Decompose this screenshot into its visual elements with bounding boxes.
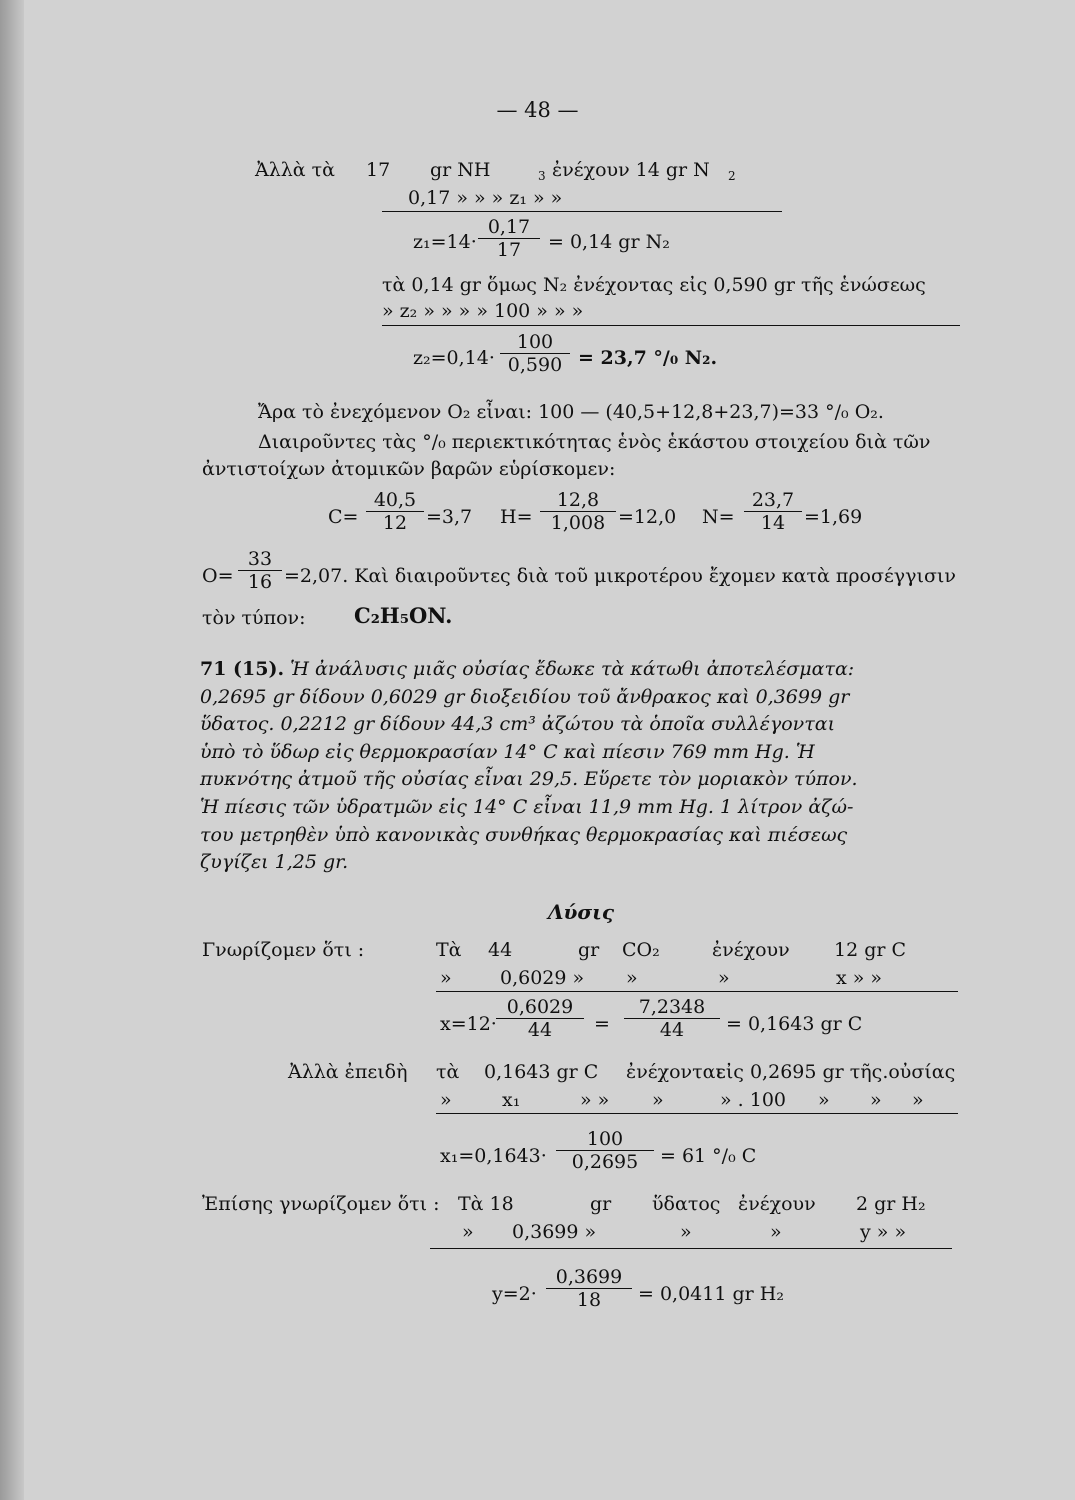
ratio-o-result: =2,07. Καὶ διαιροῦντες διὰ τοῦ μικροτέρου ἔχομεν κατὰ προσέγγισιν bbox=[284, 565, 956, 587]
hydrogen-row1-b: gr bbox=[590, 1193, 612, 1215]
block2-frac-den: 0,590 bbox=[507, 354, 563, 376]
ratio-h-num: 12,8 bbox=[540, 489, 616, 512]
block1-row2: 0,17 » » » z₁ » » bbox=[408, 187, 563, 209]
carbon-pct-row2-f: » bbox=[818, 1089, 830, 1111]
block1-row1-sub2: 2 bbox=[728, 169, 736, 183]
block1-frac-num: 0,17 bbox=[478, 216, 540, 239]
ratio-n-result: =1,69 bbox=[804, 506, 863, 528]
problem-line-1 bbox=[200, 656, 960, 684]
ratio-c-fraction bbox=[366, 489, 424, 534]
solution-title: Λύσις bbox=[548, 900, 614, 924]
problem-line-2: 0,2695 gr δίδουν 0,6029 gr διοξειδίου τοῦ ἄνθρακος καὶ 0,3699 gr bbox=[200, 685, 850, 708]
carbon-pct-fraction bbox=[556, 1128, 654, 1173]
problem-line-4: ὑπὸ τὸ ὕδωρ εἰς θερμοκρασίαν 14° C καὶ πίεσιν 769 mm Hg. Ἡ bbox=[200, 740, 815, 763]
block2-row2: » z₂ » » » » 100 » » » bbox=[382, 300, 584, 322]
hydrogen-row2-b: 0,3699 » bbox=[512, 1221, 597, 1243]
carbon-row1-contains: ἐνέχουν bbox=[712, 939, 790, 961]
problem-71 bbox=[200, 656, 960, 877]
carbon-row1-qty: 44 bbox=[488, 939, 513, 961]
problem-line-8: ζυγίζει 1,25 gr. bbox=[200, 851, 349, 874]
carbon-row2-d: » bbox=[718, 967, 730, 989]
carbon-eq-mid: = bbox=[594, 1013, 610, 1035]
block2-eq-right: = 23,7 °/₀ N₂. bbox=[578, 347, 718, 369]
ratio-c-den: 12 bbox=[382, 512, 408, 534]
hydrogen-row2-e: y » » bbox=[860, 1221, 907, 1243]
ratio-n-den: 14 bbox=[760, 512, 786, 534]
block1-fraction bbox=[478, 216, 540, 261]
carbon-pct-row1-a: τὰ bbox=[436, 1061, 460, 1083]
hydrogen-row2-a: » bbox=[462, 1221, 474, 1243]
carbon-pct-row2-d: » bbox=[652, 1089, 664, 1111]
ratio-h-label: H= bbox=[500, 506, 533, 528]
carbon-frac2-den: 44 bbox=[659, 1019, 685, 1041]
carbon-eq-right: = 0,1643 gr C bbox=[726, 1013, 863, 1035]
carbon-pct-row2-e: » . 100 bbox=[720, 1089, 787, 1111]
block1-row1-label: Ἀλλὰ τὰ bbox=[255, 159, 336, 181]
carbon-fraction-1 bbox=[496, 996, 584, 1041]
carbon-pct-row1-b: 0,1643 gr C bbox=[484, 1061, 599, 1083]
carbon-row2-b: 0,6029 » bbox=[500, 967, 585, 989]
hydrogen-label: Ἐπίσης γνωρίζομεν ὅτι : bbox=[202, 1193, 440, 1215]
block1-frac-den: 17 bbox=[496, 239, 522, 261]
carbon-row1-the: Τὰ bbox=[436, 939, 462, 961]
hydrogen-row1-a: Τὰ 18 bbox=[458, 1193, 514, 1215]
ratio-o-den: 16 bbox=[247, 571, 273, 593]
block1-eq-left: z₁=14· bbox=[413, 231, 477, 253]
hydrogen-frac-den: 18 bbox=[576, 1289, 602, 1311]
hydrogen-row1-e: 2 gr H₂ bbox=[856, 1193, 926, 1215]
block1-row1-qty: 17 bbox=[366, 159, 391, 181]
carbon-row1-unit: gr bbox=[578, 939, 600, 961]
block1-row1-unit: gr NH bbox=[430, 159, 491, 181]
problem-text-1: Ἡ ἀνάλυσις μιᾶς οὐσίας ἔδωκε τὰ κάτωθι ἀποτελέσματα: bbox=[290, 658, 855, 680]
block2-row1: τὰ 0,14 gr ὅμως N₂ ἐνέχοντας εἰς 0,590 gr τῆς ἑνώσεως bbox=[382, 274, 926, 296]
hydrogen-eq-left: y=2· bbox=[492, 1283, 537, 1305]
block1-row1-contains: ἐνέχουν 14 gr N bbox=[552, 159, 710, 181]
carbon-row2-c: » bbox=[626, 967, 638, 989]
carbon-pct-eq-left: x₁=0,1643· bbox=[440, 1145, 547, 1167]
ratio-n-num: 23,7 bbox=[744, 489, 802, 512]
carbon-row2-e: x » » bbox=[836, 967, 883, 989]
carbon-rule bbox=[436, 991, 958, 992]
carbon-pct-rule bbox=[436, 1113, 958, 1114]
problem-line-5: πυκνότης ἀτμοῦ τῆς οὐσίας εἶναι 29,5. Εὕρετε τὸν μοριακὸν τύπον. bbox=[200, 768, 858, 791]
carbon-eq-left: x=12· bbox=[440, 1013, 497, 1035]
block1-row1-sub: 3 bbox=[538, 169, 546, 183]
problem-line-7: του μετρηθὲν ὑπὸ κανονικὰς συνθήκας θερμοκρασίας καὶ πιέσεως bbox=[200, 823, 848, 846]
divide-line-2: ἀντιστοίχων ἀτομικῶν βαρῶν εὑρίσκομεν: bbox=[202, 458, 616, 480]
block2-frac-num: 100 bbox=[500, 331, 570, 354]
problem-number: 71 (15). bbox=[200, 658, 285, 680]
hydrogen-row1-d: ἐνέχουν bbox=[738, 1193, 816, 1215]
carbon-pct-label: Ἀλλὰ ἐπειδὴ bbox=[288, 1061, 408, 1083]
carbon-pct-row1-d: εἰς 0,2695 gr τῆς.οὐσίας bbox=[716, 1061, 956, 1083]
page-number: — 48 — bbox=[496, 98, 579, 122]
problem-line-3: ὕδατος. 0,2212 gr δίδουν 44,3 cm³ ἀζώτου τὰ ὁποῖα συλλέγονται bbox=[200, 713, 836, 736]
divide-line-1: Διαιροῦντες τὰς °/₀ περιεκτικότητας ἑνὸς ἑκάστου στοιχείου διὰ τῶν bbox=[258, 431, 931, 453]
ratio-o-label: O= bbox=[202, 565, 234, 587]
block2-rule bbox=[382, 325, 960, 326]
block1-eq-right: = 0,14 gr N₂ bbox=[548, 231, 670, 253]
type-label: τὸν τύπον: bbox=[202, 607, 306, 629]
ratio-n-label: N= bbox=[702, 506, 735, 528]
carbon-pct-row2-g: » bbox=[870, 1089, 882, 1111]
ratio-h-result: =12,0 bbox=[618, 506, 677, 528]
block2-eq-left: z₂=0,14· bbox=[413, 347, 495, 369]
carbon-frac2-num: 7,2348 bbox=[624, 996, 720, 1019]
block2-fraction bbox=[500, 331, 570, 376]
hydrogen-fraction bbox=[546, 1266, 632, 1311]
type-formula: C₂H₅ON. bbox=[354, 603, 453, 628]
carbon-frac1-num: 0,6029 bbox=[496, 996, 584, 1019]
ratio-h-fraction bbox=[540, 489, 616, 534]
carbon-fraction-2 bbox=[624, 996, 720, 1041]
carbon-pct-row2-b: x₁ bbox=[502, 1089, 521, 1111]
carbon-pct-frac-den: 0,2695 bbox=[571, 1151, 639, 1173]
hydrogen-eq-right: = 0,0411 gr H₂ bbox=[638, 1283, 784, 1305]
carbon-row1-co2: CO₂ bbox=[622, 939, 660, 961]
carbon-frac1-den: 44 bbox=[527, 1019, 553, 1041]
ratio-c-label: C= bbox=[328, 506, 359, 528]
block1-rule bbox=[382, 211, 782, 212]
carbon-label: Γνωρίζομεν ὅτι : bbox=[202, 939, 365, 961]
carbon-pct-frac-num: 100 bbox=[556, 1128, 654, 1151]
carbon-pct-eq-right: = 61 °/₀ C bbox=[660, 1145, 757, 1167]
ratio-n-fraction bbox=[744, 489, 802, 534]
carbon-pct-row2-c: » » bbox=[580, 1089, 610, 1111]
carbon-row2-a: » bbox=[440, 967, 452, 989]
hydrogen-rule bbox=[430, 1248, 952, 1249]
carbon-pct-row2-h: » bbox=[912, 1089, 924, 1111]
oxygen-difference-line: Ἄρα τὸ ἐνεχόμενον O₂ εἶναι: 100 — (40,5+12,8+23,7)=33 °/₀ O₂. bbox=[258, 401, 884, 423]
ratio-o-num: 33 bbox=[238, 548, 282, 571]
hydrogen-row2-c: » bbox=[680, 1221, 692, 1243]
carbon-row1-result: 12 gr C bbox=[834, 939, 907, 961]
ratio-h-den: 1,008 bbox=[550, 512, 606, 534]
ratio-c-result: =3,7 bbox=[426, 506, 473, 528]
hydrogen-row2-d: » bbox=[770, 1221, 782, 1243]
hydrogen-row1-c: ὕδατος bbox=[652, 1193, 721, 1215]
carbon-pct-row2-a: » bbox=[440, 1089, 452, 1111]
problem-line-6: Ἡ πίεσις τῶν ὑδρατμῶν εἰς 14° C εἶναι 11,9 mm Hg. 1 λίτρον ἀζώ- bbox=[200, 795, 854, 818]
ratio-o-fraction bbox=[238, 548, 282, 593]
carbon-pct-row1-c: ἐνέχονται bbox=[626, 1061, 723, 1083]
hydrogen-frac-num: 0,3699 bbox=[546, 1266, 632, 1289]
ratio-c-num: 40,5 bbox=[366, 489, 424, 512]
